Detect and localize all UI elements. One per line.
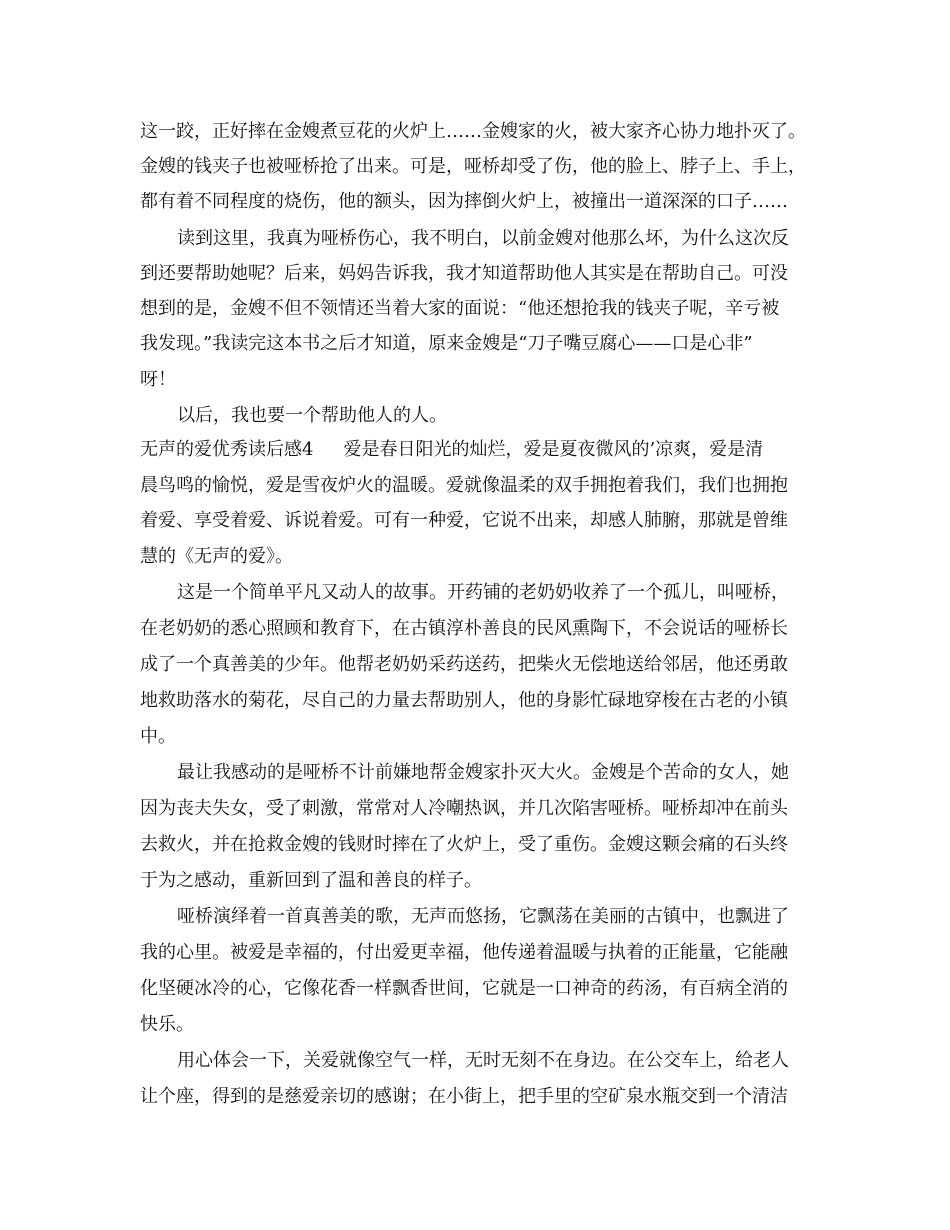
text-line: 让个座，得到的是慈爱亲切的感谢；在小街上，把手里的空矿泉水瓶交到一个清洁: [140, 1086, 788, 1107]
text-line: 到还要帮助她呢？后来，妈妈告诉我，我才知道帮助他人其实是在帮助自己。可没: [140, 263, 788, 284]
section-heading-line: [140, 438, 763, 462]
text-line: 化坚硬冰冷的心，它像花香一样飘香世间，它就是一口神奇的药汤，有百病全消的: [140, 978, 788, 999]
text-line: 快乐。: [140, 1014, 194, 1035]
text-line: 这一跤，正好摔在金嫂煮豆花的火炉上……金嫂家的火，被大家齐心协力地扑灭了。: [140, 121, 806, 142]
paragraph-start: 用心体会一下，关爱就像空气一样，无时无刻不在身边。在公交车上，给老人: [177, 1050, 789, 1071]
text-line: 晨鸟鸣的愉悦，爱是雪夜炉火的温暖。爱就像温柔的双手拥抱着我们，我们也拥抱: [140, 475, 788, 496]
paragraph-start: 哑桥演绎着一首真善美的歌，无声而悠扬，它飘荡在美丽的古镇中，也飘进了: [177, 906, 789, 927]
text-line: 着爱、享受着爱、诉说着爱。可有一种爱，它说不出来，却感人肺腑，那就是曾维: [140, 510, 788, 531]
section-heading: 无声的爱优秀读后感4: [140, 439, 314, 460]
paragraph-start: 最让我感动的是哑桥不计前嫌地帮金嫂家扑灭大火。金嫂是个苦命的女人，她: [177, 762, 789, 783]
text-line: 成了一个真善美的少年。他帮老奶奶采药送药，把柴火无偿地送给邻居，他还勇敢: [140, 654, 788, 675]
text-line: 爱是春日阳光的灿烂，爱是夏夜微风的’凉爽，爱是清: [343, 439, 764, 460]
text-line: 呀！: [140, 369, 176, 390]
text-line: 在老奶奶的悉心照顾和教育下，在古镇淳朴善良的民风熏陶下，不会说话的哑桥长: [140, 618, 788, 639]
paragraph-start: 以后，我也要一个帮助他人的人。: [177, 405, 447, 426]
text-line: 想到的是，金嫂不但不领情还当着大家的面说：“他还想抢我的钱夹子呢，辛亏被: [140, 298, 780, 319]
text-line: 因为丧夫失女，受了刺激，常常对人冷嘲热讽，并几次陷害哑桥。哑桥却冲在前头: [140, 798, 788, 819]
text-line: 我的心里。被爱是幸福的，付出爱更幸福，他传递着温暖与执着的正能量，它能融: [140, 942, 788, 963]
text-line: 中。: [140, 726, 176, 747]
text-line: 我发现。”我读完这本书之后才知道，原来金嫂是“刀子嘴豆腐心——口是心非”: [140, 333, 753, 354]
text-line: 都有着不同程度的烧伤，他的额头，因为摔倒火炉上，被撞出一道深深的口子……: [140, 191, 788, 212]
text-line: 于为之感动，重新回到了温和善良的样子。: [140, 870, 482, 891]
text-line: 去救火，并在抢救金嫂的钱财时摔在了火炉上，受了重伤。金嫂这颗会痛的石头终: [140, 834, 788, 855]
paragraph-start: 读到这里，我真为哑桥伤心，我不明白，以前金嫂对他那么坏，为什么这次反: [177, 228, 789, 249]
text-line: 地救助落水的菊花，尽自己的力量去帮助别人，他的身影忙碌地穿梭在古老的小镇: [140, 690, 788, 711]
text-line: 慧的《无声的爱》。: [140, 546, 293, 567]
paragraph-start: 这是一个简单平凡又动人的故事。开药铺的老奶奶收养了一个孤儿，叫哑桥，: [177, 582, 789, 603]
text-line: 金嫂的钱夹子也被哑桥抢了出来。可是，哑桥却受了伤，他的脸上、脖子上、手上，: [140, 156, 806, 177]
